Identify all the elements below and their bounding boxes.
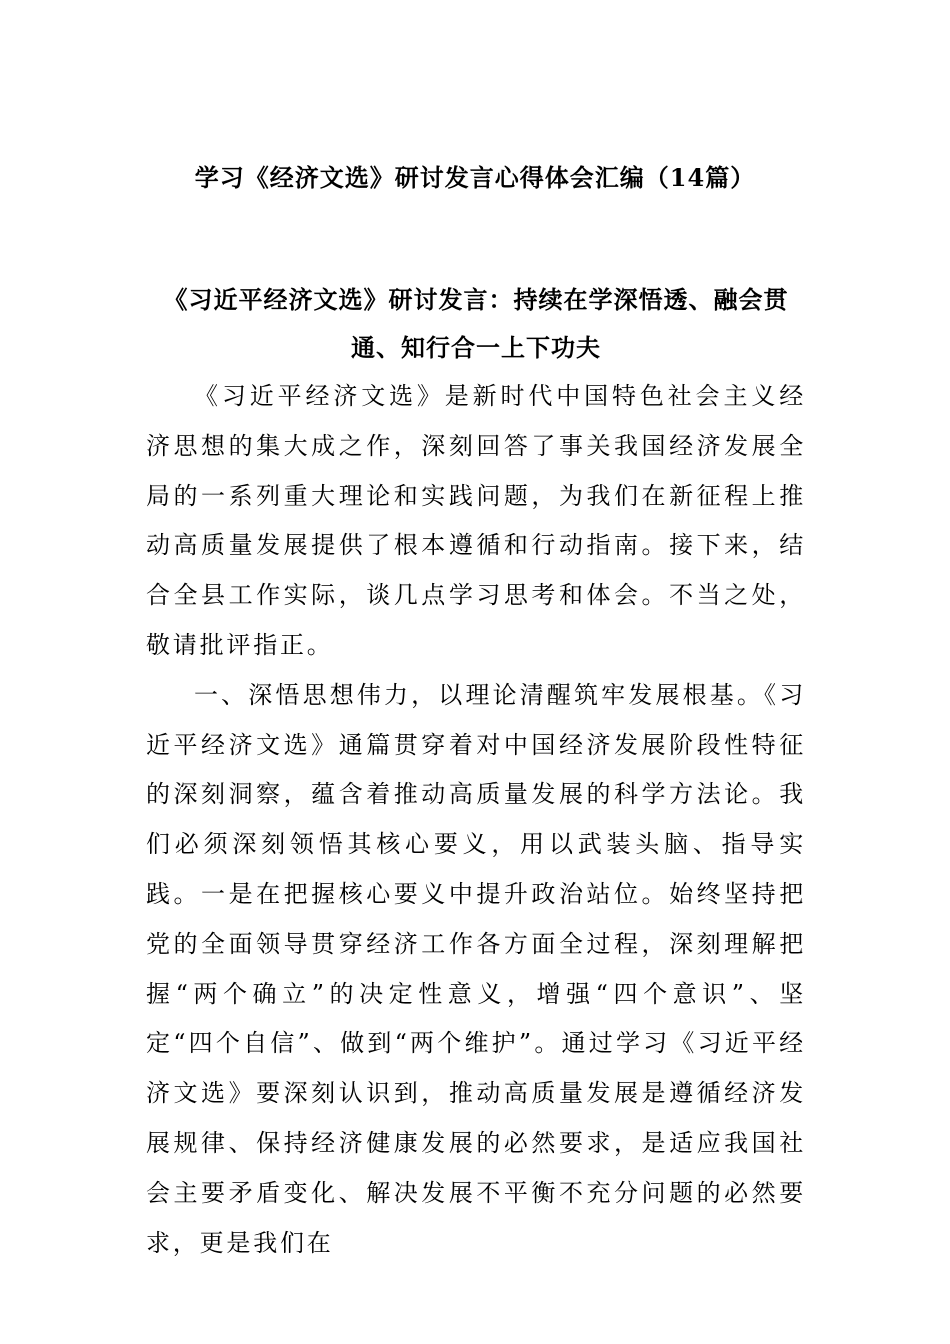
body-text: [146, 372, 806, 1268]
document-title: 学习《经济文选》研讨发言心得体会汇编（14篇）: [194, 163, 756, 192]
paragraph-section-one: 一、深悟思想伟力，以理论清醒筑牢发展根基。《习近平经济文选》通篇贯穿着对中国经济发展阶段性特征的深刻洞察，蕴含着推动高质量发展的科学方法论。我们必须深刻领悟其核心要义，用以武装头脑、指导实践。一是在把握核心要义中提升政治站位。始终坚持把党的全面领导贯穿经济工作各方面全过程，深刻理解把握“两个确立”的决定性意义，增强“四个意识”、坚定“四个自信”、做到“两个维护”。通过学习《习近平经济文选》要深刻认识到，推动高质量发展是遵循经济发展规律、保持经济健康发展的必然要求，是适应我国社会主要矛盾变化、解决发展不平衡不充分问题的必然要求，更是我们在: [146, 680, 806, 1257]
section-title: 《习近平经济文选》研讨发言：持续在学深悟透、融会贯通、知行合一上下功夫: [163, 285, 789, 362]
paragraph-intro: 《习近平经济文选》是新时代中国特色社会主义经济思想的集大成之作，深刻回答了事关我国经济发展全局的一系列重大理论和实践问题，为我们在新征程上推动高质量发展提供了根本遵循和行动指南。接下来，结合全县工作实际，谈几点学习思考和体会。不当之处，敬请批评指正。: [146, 382, 806, 659]
